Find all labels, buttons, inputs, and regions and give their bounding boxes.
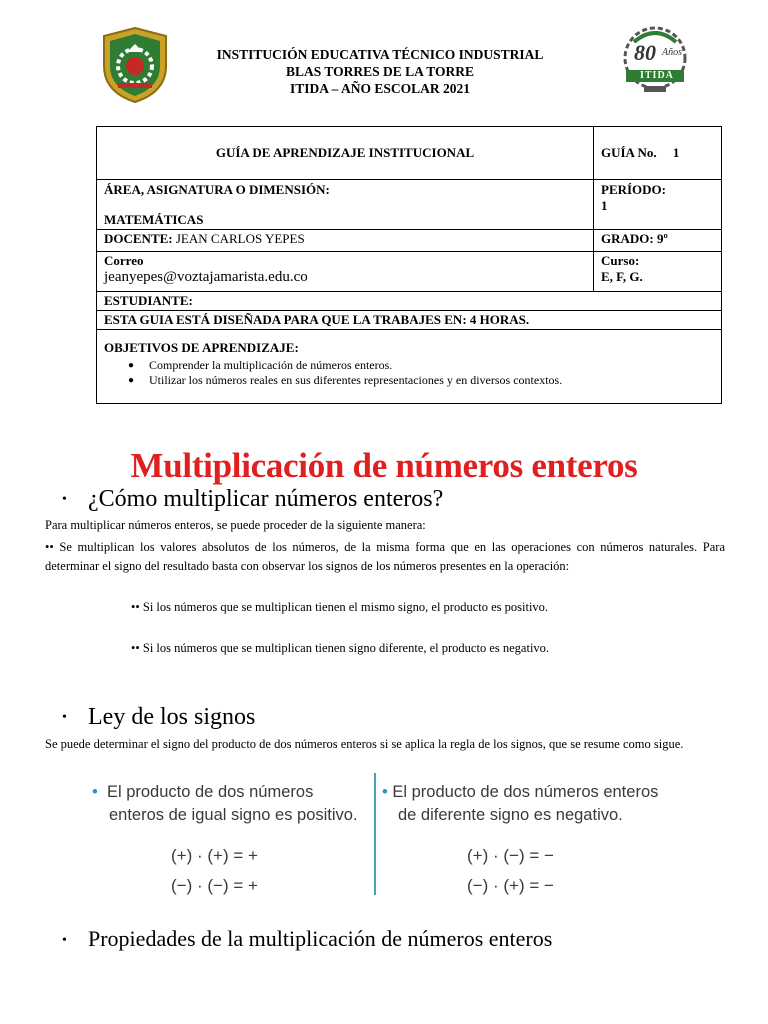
teacher-cell <box>97 230 594 252</box>
divider-line <box>374 773 376 895</box>
header-line-1: INSTITUCIÓN EDUCATIVA TÉCNICO INDUSTRIAL <box>216 47 544 62</box>
different-sign-equations <box>467 841 554 901</box>
hours-cell <box>97 311 722 330</box>
objective-text: Utilizar los números reales en sus diferentes representaciones y en diversos contextos. <box>149 373 563 387</box>
anniversary-seal-icon <box>612 22 698 100</box>
bullet-icon: ● <box>128 360 135 371</box>
bullet-icon: • <box>62 492 67 508</box>
student-label: ESTUDIANTE: <box>104 293 193 308</box>
email-cell <box>97 252 594 292</box>
grade-label: GRADO: 9º <box>601 231 668 246</box>
objective-item <box>104 358 714 373</box>
teacher-label: DOCENTE: <box>104 231 173 246</box>
equal-sign-equations <box>171 841 258 901</box>
bullet-icon: ● <box>128 375 135 386</box>
section-heading-text: Ley de los signos <box>88 704 256 730</box>
rule-different-sign: •• Si los números que se multiplican tienen signo diferente, el producto es negativo. <box>131 641 550 655</box>
bullet-icon: • <box>62 932 67 948</box>
section2-intro: Se puede determinar el signo del producto de dos números enteros si se aplica la regla de los signos, que se resume como sigue. <box>45 737 684 751</box>
objective-item <box>104 373 714 388</box>
period-label: PERÍODO: <box>601 182 666 197</box>
section-heading-text: Propiedades de la multiplicación de números enteros <box>88 926 553 951</box>
school-crest-icon <box>96 26 174 104</box>
objectives-cell <box>97 330 722 404</box>
period-cell <box>594 180 722 230</box>
guide-title: GUÍA DE APRENDIZAJE INSTITUCIONAL <box>215 145 475 160</box>
hours-text: ESTA GUIA ESTÁ DISEÑADA PARA QUE LA TRABAJES EN: 4 HORAS. <box>104 312 530 327</box>
rule-same-sign: •• Si los números que se multiplican tienen el mismo signo, el producto es positivo. <box>131 600 549 614</box>
guide-number-cell <box>594 127 722 180</box>
equation: (+) · (+) = + <box>171 846 258 865</box>
header-line-3: ITIDA – AÑO ESCOLAR 2021 <box>289 81 471 96</box>
rule-different-sign-figure <box>382 781 658 827</box>
bullet-icon: • <box>382 783 393 801</box>
course-value: E, F, G. <box>601 269 643 284</box>
seal-name: ITIDA <box>640 70 674 81</box>
grade-cell <box>594 230 722 252</box>
institution-header <box>175 46 585 97</box>
objectives-list <box>104 358 714 388</box>
email-value: jeanyepes@voztajamarista.edu.co <box>104 269 308 285</box>
objectives-label: OBJETIVOS DE APRENDIZAJE: <box>104 340 299 355</box>
equation: (−) · (+) = − <box>467 876 554 895</box>
guide-title-cell <box>97 127 594 180</box>
area-label: ÁREA, ASIGNATURA O DIMENSIÓN: <box>104 182 330 197</box>
rule-line: El producto de dos números <box>106 783 314 801</box>
rule-line: enteros de igual signo es positivo. <box>109 806 358 824</box>
rule-equal-sign <box>92 781 358 827</box>
bullet-icon: • <box>92 783 107 801</box>
bullet-icon: • <box>62 710 67 726</box>
section-heading-sign-law <box>62 704 255 731</box>
header-line-2: BLAS TORRES DE LA TORRE <box>285 64 475 79</box>
guide-number-label: GUÍA No. <box>601 145 657 160</box>
guide-info-table <box>96 126 722 404</box>
main-title: Multiplicación de números enteros <box>130 446 638 485</box>
seal-years: Años <box>662 47 682 58</box>
objective-text: Comprender la multiplicación de números enteros. <box>149 358 393 372</box>
student-cell <box>97 292 722 311</box>
equation: (+) · (−) = − <box>467 846 554 865</box>
seal-number: 80 <box>634 40 656 65</box>
rule-line: de diferente signo es negativo. <box>398 806 623 824</box>
course-label: Curso: <box>601 253 640 268</box>
rule-line: El producto de dos números enteros <box>392 783 659 801</box>
section-heading-text: ¿Cómo multiplicar números enteros? <box>88 486 444 512</box>
area-value: MATEMÁTICAS <box>104 212 204 227</box>
area-cell <box>97 180 594 230</box>
guide-number-value: 1 <box>672 145 680 160</box>
equation: (−) · (−) = + <box>171 876 258 895</box>
section1-intro: Para multiplicar números enteros, se puede proceder de la siguiente manera: <box>45 518 426 532</box>
period-value: 1 <box>601 198 608 213</box>
course-cell <box>594 252 722 292</box>
email-label: Correo <box>104 253 144 268</box>
section1-paragraph: •• Se multiplican los valores absolutos de los números, de la misma forma que en las operaciones con números naturales. Para determinar el signo del resultado basta con observar los signos de los números presentes en la operación: <box>45 540 725 573</box>
section-heading-how-to-multiply <box>62 486 443 513</box>
teacher-value: JEAN CARLOS YEPES <box>175 231 305 246</box>
section-heading-properties <box>62 926 552 952</box>
